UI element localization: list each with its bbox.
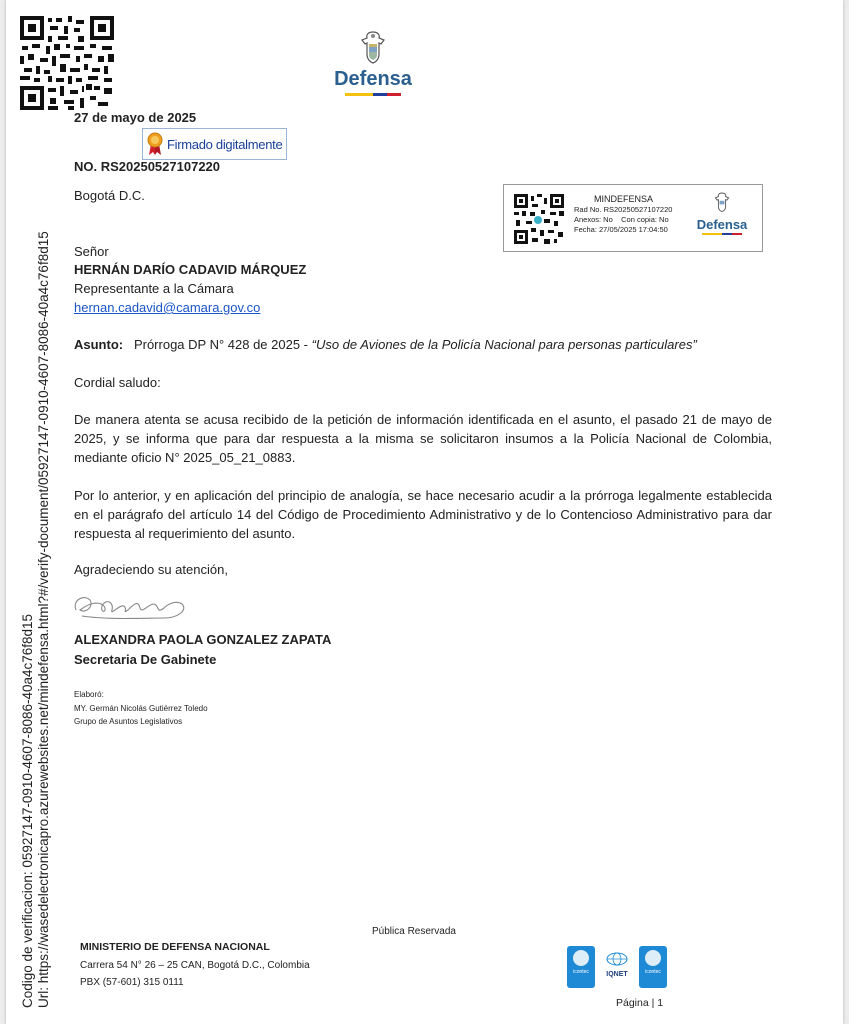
verification-url-vertical[interactable]: Url: https://wasedelectronicapro.azurewebsites.net/mindefensa.html?#/verify-document/05927147-0910-4607-8086-40a4c76f8d15 bbox=[36, 231, 51, 1008]
signatory-title: Secretaria De Gabinete bbox=[74, 652, 217, 667]
stamp-fecha: Fecha: 27/05/2025 17:04:50 bbox=[574, 225, 668, 234]
handwritten-signature bbox=[68, 590, 198, 626]
digital-signature-badge[interactable] bbox=[142, 128, 287, 160]
coat-of-arms-icon bbox=[358, 30, 388, 64]
cert-badge-icontec-2 bbox=[639, 946, 667, 988]
classification-label: Pública Reservada bbox=[372, 926, 456, 937]
stamp-org: MINDEFENSA bbox=[594, 194, 654, 204]
icontec-seal-icon bbox=[645, 950, 661, 966]
page-number: Página | 1 bbox=[616, 997, 664, 1009]
body-paragraph-2: Por lo anterior, y en aplicación del principio de analogía, se hace necesario acudir a la prórroga legalmente establecida en el parágrafo del artículo 14 del Código de Procedimiento Administrativo y de lo Contencioso Administrativo para dar respuesta al requerimiento del asunto. bbox=[74, 488, 772, 541]
cert-badge-2-label: IQNET bbox=[606, 971, 628, 978]
prepared-by-name: MY. Germán Nicolás Gutiérrez Toledo bbox=[74, 704, 208, 713]
cert-badge-iqnet bbox=[599, 950, 635, 988]
stamp-logo bbox=[694, 191, 750, 235]
signatory-name: ALEXANDRA PAOLA GONZALEZ ZAPATA bbox=[74, 632, 332, 647]
stamp-qr-code-icon bbox=[514, 194, 564, 244]
closing: Agradeciendo su atención, bbox=[74, 562, 228, 577]
stamp-logo-text: Defensa bbox=[696, 217, 748, 232]
recipient-salutation: Señor bbox=[74, 244, 109, 259]
body-paragraph-1: De manera atenta se acusa recibido de la petición de información identificada en el asunto, el pasado 21 de mayo de 2025, y se informa que para dar respuesta a la misma se solicitaron insumos a la Policía Nacional de Colombia, mediante oficio N° 2025_05_21_0883. bbox=[74, 412, 772, 465]
city: Bogotá D.C. bbox=[74, 188, 145, 203]
prepared-by-label: Elaboró: bbox=[74, 690, 104, 699]
defensa-logo bbox=[318, 30, 428, 92]
stamp-coat-of-arms-icon bbox=[713, 191, 731, 213]
subject-line bbox=[74, 337, 697, 352]
award-ribbon-icon bbox=[147, 132, 163, 156]
subject-text: Prórroga DP N° 428 de 2025 - bbox=[133, 337, 312, 352]
cert-badge-icontec-1 bbox=[567, 946, 595, 988]
document-page bbox=[6, 0, 843, 1024]
footer-phone: PBX (57-601) 315 0111 bbox=[80, 977, 184, 988]
footer-ministry: MINISTERIO DE DEFENSA NACIONAL bbox=[80, 941, 270, 953]
digital-signature-label: Firmado digitalmente bbox=[167, 136, 283, 152]
subject-quote: “Uso de Aviones de la Policía Nacional para personas particulares” bbox=[311, 337, 697, 352]
prepared-by-group: Grupo de Asuntos Legislativos bbox=[74, 717, 183, 726]
qr-code-icon bbox=[18, 14, 116, 112]
subject-label: Asunto: bbox=[74, 337, 124, 352]
footer-address: Carrera 54 N° 26 – 25 CAN, Bogotá D.C., Colombia bbox=[80, 960, 310, 971]
reference-number: NO. RS20250527107220 bbox=[74, 159, 221, 174]
flag-stripe bbox=[345, 93, 401, 96]
recipient-email-link[interactable]: hernan.cadavid@camara.gov.co bbox=[74, 300, 261, 315]
letter-date: 27 de mayo de 2025 bbox=[74, 110, 197, 125]
stamp-flag-stripe bbox=[702, 233, 742, 235]
defensa-logo-text: Defensa bbox=[334, 68, 412, 90]
iqnet-globe-icon bbox=[606, 950, 628, 966]
cert-badge-3-label: icontec bbox=[645, 969, 661, 975]
stamp-anexos: Anexos: No Con copia: No bbox=[574, 215, 669, 224]
recipient-role: Representante a la Cámara bbox=[74, 281, 234, 296]
icontec-seal-icon bbox=[573, 950, 589, 966]
greeting: Cordial saludo: bbox=[74, 375, 161, 390]
radicado-stamp bbox=[503, 184, 763, 252]
verification-code-vertical: Codigo de verificacion: 05927147-0910-4607-8086-40a4c76f8d15 bbox=[20, 613, 35, 1008]
recipient-name: HERNÁN DARÍO CADAVID MÁRQUEZ bbox=[74, 262, 307, 277]
cert-badge-1-label: icontec bbox=[573, 969, 589, 975]
stamp-rad-no: Rad No. RS20250527107220 bbox=[574, 205, 673, 214]
